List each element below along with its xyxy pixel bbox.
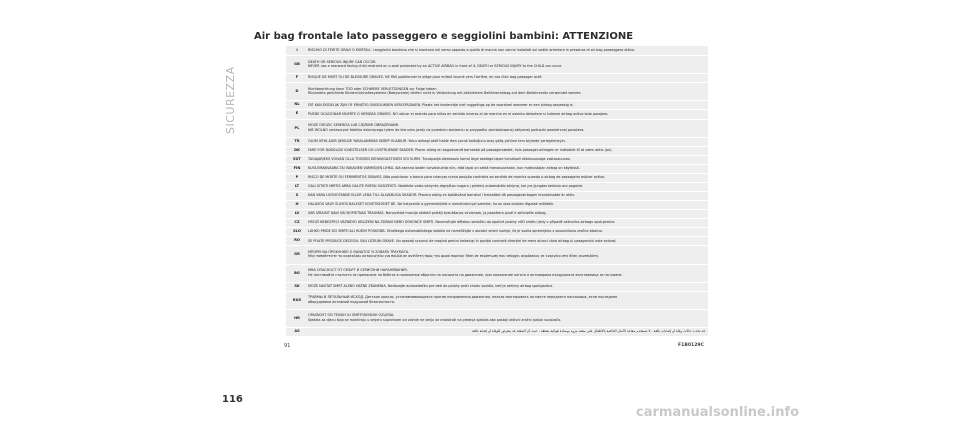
language-code: CZ (294, 220, 300, 225)
watermark: carmanualsonline.info (636, 405, 800, 420)
row-divider (286, 55, 708, 56)
warning-text (308, 245, 708, 263)
row-divider (286, 218, 708, 219)
language-code: SLO (293, 229, 301, 234)
section-label (224, 24, 242, 134)
warning-line: DEATH OR SERIOUS INJURY CAN OCCUR. (308, 59, 377, 64)
row-divider (286, 209, 708, 210)
table-row (286, 282, 708, 291)
row-divider (286, 146, 708, 147)
table-row (286, 137, 708, 146)
warning-line: ИМА ОПАСНОСТ ОТ СМЪРТ И СЕРИОЗНИ НАРАНЯВАНИЯ. (308, 267, 408, 272)
row-divider (286, 173, 708, 174)
warning-line: KAN VARA LIVSHOTANDE ELLER LEDA TILL ALLVARLIGA SKADOR. Placera aldrig en bakåtvänd barnstol i framsätet då passagerairbagen kronokkudde är aktiv. (308, 193, 576, 198)
warning-line: PUEDE OCACIONAR MUERTE O HERIDAS GRAVES. NO ubicar el asiento para niños en sentido inverso al de marcha en el asiento delantero si hubiese airbag activo lado pasajero. (308, 111, 609, 116)
warning-line: RISCHIO DI FERITE GRAVI O MORTALI. I seggiolini bambino che si montano nel verso opposto a quello di marcia non vanno installati sul sedile anteriore in presenza di air bag passeggero attivo. (308, 48, 636, 53)
row-divider (286, 82, 708, 83)
row-divider (286, 100, 708, 101)
warning-text (308, 164, 708, 173)
warning-text (308, 282, 708, 291)
language-code: P (295, 174, 299, 179)
row-divider (286, 164, 708, 165)
language-code: BG (294, 270, 300, 275)
warning-line: ÖLÜM VEYA AĞIR ŞEKILDE YARALANMAYA SEBEP OLABİLİR. Yolcu airbagi aktif halde iken çocuk koltuğunu araç gidiş yönüne ters biçimde yerleştirmeyin. (308, 138, 566, 143)
warning-line: HALÁSOS VAGY SÚLYOS BALESET KÖVETKEZHET BE. Ne helyezzük a gyermekülést a menetiránnyal szembe, ha az utas oldalán légzsák működik. (308, 202, 555, 207)
warning-line: HROZÍ NEBEZPEČÍ VÁŽNÉHO UBLÍŽENÍ NA ZDRAVÍ NEBO DOKONCE SMRTI. Neumisťujte dětskou sedačku do opačné polohy vůči směru jízdy v případě aktivního airbagu spolujezdce. (308, 220, 616, 225)
warning-line: TAGAJÄRJEKS VÕIVAD OLLA TÕSISED KEHAVIGASTUSED VÕI SURM. Turvapadja olemasolu korral ärge asetage lapse turvatooli sõidusuunaga vastassuunas. (308, 156, 571, 161)
warning-line: Sjedala za djecu koja se montiraju u smjeru suprotnom od vožnje ne smiju se instalirati na prednja sjedala ako postoji aktivni zračni jastuk suvozača. (308, 317, 562, 322)
table-row (286, 309, 708, 327)
warning-text (308, 73, 708, 82)
language-code: D (295, 89, 299, 94)
language-code: LT (294, 183, 300, 188)
figure-number: 91 (284, 343, 291, 349)
table-row (286, 164, 708, 173)
language-code: PL (294, 125, 300, 130)
row-divider (286, 200, 708, 201)
language-code: GB (294, 62, 300, 67)
warning-text (308, 218, 708, 227)
warning-text (308, 327, 708, 336)
row-divider (286, 191, 708, 192)
table-row (286, 227, 708, 236)
row-divider (286, 291, 708, 292)
row-divider (286, 309, 708, 310)
page-number: 116 (222, 394, 243, 405)
warning-text (308, 55, 708, 73)
warning-line: оборудовано активной подушкой безопасности. (308, 299, 395, 304)
warning-line: RISQUE DE MORT OU DE BLESSURE GRAVES. NE PAS positionner le siège pour enfant tourné vers l'arrière, en cas d'air bag passager actif. (308, 75, 543, 80)
language-code: EST (293, 156, 301, 161)
table-row (286, 46, 708, 55)
warning-line: Не поставяйте столчето за пренасяне на бебета в положение обратно на посоката на движение, при положение когато е активирана въздушната възглавница за пътуване. (308, 272, 623, 277)
table-row (286, 119, 708, 137)
row-divider (286, 119, 708, 120)
section-label-text: SICUREZZA (224, 66, 237, 134)
table-row (286, 236, 708, 245)
warning-text (308, 46, 708, 55)
language-code: NL (294, 102, 300, 107)
row-divider (286, 327, 708, 328)
table-row (286, 173, 708, 182)
table-row (286, 218, 708, 227)
table-row (286, 155, 708, 164)
warning-text (308, 209, 708, 218)
warning-text (308, 200, 708, 209)
table-row (286, 209, 708, 218)
warning-line: FARE FOR DØDELIGE KVÆSTELSER OG LIVSTRUENDE SKADER. Placer aldrig en bagudvendt barnestol på passagersædet, hvis passager-airbagen er indkoblet til at værn aktiv (on). (308, 147, 613, 152)
warning-line: Rückwärts gerichtete Kinderrückhaltesysteme (Babyschale) dürfen nicht in Verbindung mit aktiviertem Beifahrerairbag auf dem Beifahrersitz verwendet werden (308, 91, 581, 96)
warning-text (308, 119, 708, 137)
warning-text (308, 82, 708, 100)
warning-text (308, 291, 708, 309)
warning-text (308, 137, 708, 146)
warning-line: LAHKO PRIDE DO SMRTI ALI HUDIH POŠKODB. Otroškega avtomobilskega sedeža ne nameščajte v obratni smeri vožnje, če je vozilo opremljeno s sovoznikovo zračno blazino. (308, 229, 603, 234)
warning-line: ΜΠΟΡΕΙ ΝΑ ΠΡΟΚΛΗΘΕΙ Ο ΘΑΝΑΤΟΣ Ή ΣΟΒΑΡΑ ΤΡΑΥΜΑΤΑ. (308, 249, 410, 254)
table-row (286, 55, 708, 73)
warning-line: NEVER use a rearward facing child restraint on a seat protected by an ACTIVE AIRBAG in front of it, DEATH or SERIOUS INJURY to the CHILD can occur (308, 64, 562, 69)
warning-line: Μην τοποθετείτε το καρεκλάκι αυτοκινήτου για παιδιά σε αντίθετη προς την φορά πορείας θέση σε περίπτωση που υπάρχει αερόσακος σε ενεργεία στη θέση συνεπιβάτη. (308, 254, 600, 259)
row-divider (286, 245, 708, 246)
warning-line: Nichtbeachtung kann TOD oder SCHWERE VERLETZUNGEN zur Folge haben. (308, 86, 438, 91)
warning-text (308, 191, 708, 200)
language-code: GR (294, 252, 300, 257)
warning-text (308, 309, 708, 327)
language-code: TR (294, 138, 300, 143)
language-code: H (295, 202, 299, 207)
table-row (286, 264, 708, 282)
table-row (286, 327, 708, 336)
warning-text (308, 264, 708, 282)
row-divider (286, 109, 708, 110)
warning-text (308, 236, 708, 245)
language-code: RO (294, 238, 300, 243)
language-code: HR (294, 315, 300, 320)
page-title: Air bag frontale lato passeggero e seggiolini bambini: ATTENZIONE (254, 31, 634, 42)
warning-text (308, 109, 708, 118)
language-code: F (295, 75, 299, 80)
table-row (286, 109, 708, 118)
row-divider (286, 73, 708, 74)
warning-line: DIT KAN DODELIJK ZIJN OF ERNSTIG ONGELUKKEN VEROORZAKEN. Plaats het kinderzitje niet ruggelings op de voorstoel wanneer er een airbag aanwezig is. (308, 102, 574, 107)
row-divider (286, 182, 708, 183)
row-divider (286, 282, 708, 283)
warning-line: RISCO DE MORTE OU FERIMENTOS GRAVES. Não posicionar o banco para crianças numa posição contrária ao sentido de marcha quando o airbag de passageiro estiver activo. (308, 175, 606, 180)
warning-line: KUOLEMANVAARA TAI VAKAVIEN VAMMOJEN LIHKA. Älä asenna lasten turvaistuinta niin, että lapsi on selkä menosuuntaan, kun matkustajan airbag on käytössä. (308, 166, 580, 171)
warning-text (308, 100, 708, 109)
warning-text (308, 182, 708, 191)
language-code: E (295, 111, 299, 116)
table-row (286, 82, 708, 100)
table-row (286, 146, 708, 155)
table-row (286, 182, 708, 191)
language-code: DK (294, 147, 300, 152)
language-code: SK (294, 283, 300, 288)
warning-line: GALI IŠTIKTI MIRTIS ARBA GALITE RIMTAI SUSIŽEISTI. Nedėkite vaiko sėdynės atgręžtos nugara į priekinį automobilio sėdynę, kai yra įjungtas keleivio oro pagalvė. (308, 184, 584, 189)
language-code: FIN (293, 165, 301, 170)
table-row (286, 73, 708, 82)
warning-text (308, 155, 708, 164)
row-divider (286, 227, 708, 228)
row-divider (286, 137, 708, 138)
warning-line: MOŻE GROZIĆ ŚMIERCIA LUB CIĘŻKIMI OBRAŻENIAMI. (308, 122, 400, 127)
warning-line: قد تحدث حالات وفاة أو إصابات بالغة . لا تستخدم مقاعد الأمان الخاصة بالأطفال على مقعد مزود بوسادة هوائية نشطة ، حيث أن المقعد قد يتعرض للوفاة أو إصابة بالغة (472, 329, 705, 334)
table-row (286, 100, 708, 109)
language-code: I (296, 48, 298, 52)
warning-line: SE POATE PRODUCE DECESUL SAU LEZIUNI GRAVE. Nu așezați scaunul de mașină pentru bebeluși în poziție contrară direcției de mers atunci când airbag-ul pasagerului este activat. (308, 238, 617, 243)
row-divider (286, 236, 708, 237)
table-row (286, 200, 708, 209)
row-divider (286, 155, 708, 156)
row-divider (286, 264, 708, 265)
warning-line: MÔŽE NASTAŤ SMRŤ ALEBO VÁŽNE ZRANENIA. Nedávajte autosedačku pre deti do polohy proti chodu vozidla, keď je aktívny airbag spolujazdca. (308, 283, 554, 288)
language-code: RUS (292, 297, 302, 302)
language-code: LV (294, 211, 300, 216)
warning-text (308, 146, 708, 155)
table-row (286, 245, 708, 263)
warning-table (286, 46, 708, 336)
warning-line: NIE WOLNO umieszczać fotelika dziecięcego tyłem do kierunku jazdy na przednim siedzeniu w przypadku zainstalowanej aktywnej poduszki powietrznej pasażera. (308, 127, 585, 132)
warning-line: VAR IZRAISĪT NĀVI VAI NOPIETNAS TRAUMAS. Nenovietot mazuļa sēdekli pretēji braukšanas virzienam, ja pasažiera pusē ir aktivizēts airbag. (308, 211, 547, 216)
table-row (286, 191, 708, 200)
warning-line: ТРАВМЫ И ЛЕТАЛЬНЫЙ ИСХОД. Детское кресло, устанавливающееся против направления движения, нельзя монтировать на месте переднего пассажира, если последнее (308, 295, 618, 300)
figure-code: F1B0129C (678, 343, 704, 348)
table-row (286, 291, 708, 309)
language-code: S (295, 193, 299, 197)
warning-line: OPASNOST OD TEŠKIH ILI SMRTONOSNIH OZLJEDA. (308, 313, 395, 318)
warning-text (308, 173, 708, 182)
language-code: AS (294, 328, 300, 333)
warning-text (308, 227, 708, 236)
